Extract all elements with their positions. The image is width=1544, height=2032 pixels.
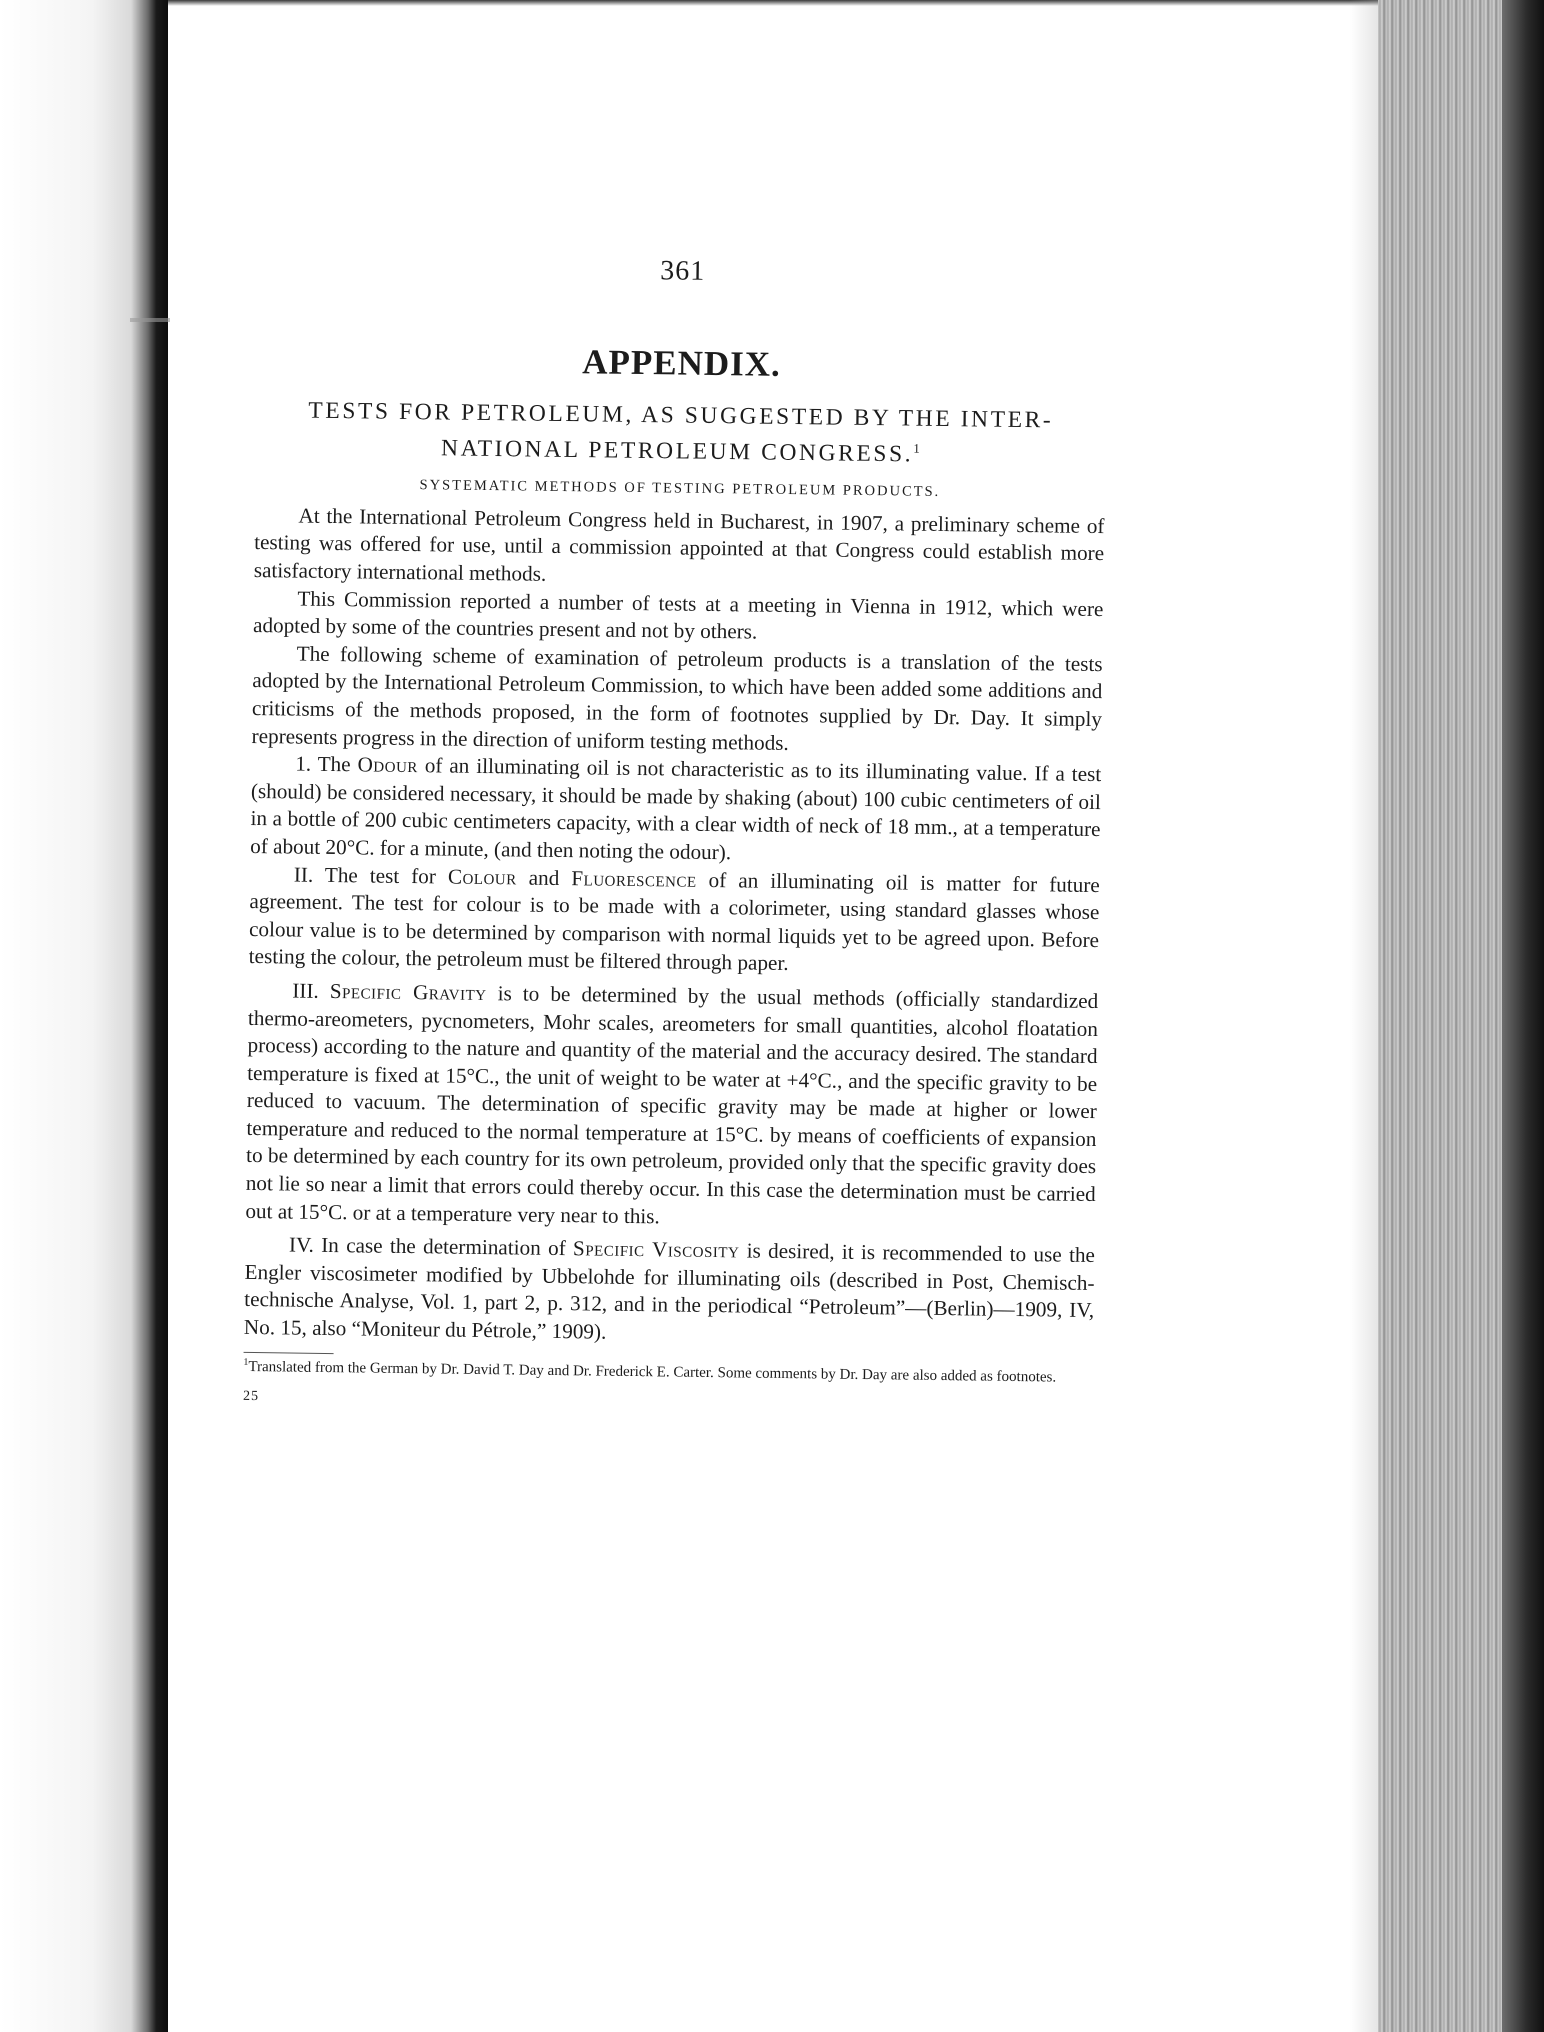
appendix-title: APPENDIX. [582, 342, 782, 384]
main-heading-line-2-text: NATIONAL PETROLEUM CONGRESS. [440, 435, 914, 468]
footnote-divider [244, 1352, 334, 1354]
paragraph-odour-lead: 1. The [295, 751, 358, 777]
section-subheading: SYSTEMATIC METHODS OF TESTING PETROLEUM PRODUCTS. [419, 476, 941, 500]
body-text [244, 502, 1105, 1353]
paragraph-specific-viscosity [244, 1231, 1095, 1352]
paragraph-specific-gravity [245, 977, 1098, 1236]
paragraph-odour [250, 750, 1101, 871]
printer-signature-mark: 25 [242, 1388, 260, 1404]
footnote-mark: 1 [243, 1356, 249, 1368]
paragraph-gravity-body: is to be determined by the usual methods (officially standardized thermo-areometers, pycnometers, Mohr scales, areometers for small quantities, alcohol floatation process) according to the nature and quantity of the material and the accuracy desired. The standard temperature is fixed at 15°C., the unit of weight to be water at +4°C., and the specific gravity to be reduced to vacuum. The determination of specific gravity may be made at higher or lower temperature and reduced to the normal temperature at 15°C. by means of coefficients of expansion to be determined by each country for its own petroleum, provided only that the specific gravity does not lie so near a limit that errors could thereby occur. In this case the determination must be carried out at 15°C. or at a temperature very near to this. [245, 980, 1099, 1229]
paragraph-colour-lead: II. The test for [293, 862, 449, 889]
top-edge-shadow [168, 0, 1378, 6]
heading-footnote-mark: 1 [913, 440, 920, 456]
term-fluorescence: Fluorescence [571, 865, 697, 892]
book-page-edges-right [1378, 0, 1544, 2032]
paragraph-2: This Commission reported a number of tests at a meeting in Vienna in 1912, which were adopted by some of the countries present and not by others. [252, 586, 1104, 644]
term-odour: Odour [357, 752, 419, 778]
footnote [243, 1355, 1093, 1386]
paragraph-colour [249, 860, 1100, 981]
paragraph-viscosity-body: is desired, it is recommended to use the Engler viscosimeter modified by Ubbelohde for illuminating oils (described in Post, Chemisch-technische Analyse, Vol. 1, part 2, p. 312, and in the periodical “Petroleum”—(Berlin)—1909, IV, No. 15, also “Moniteur du Pétrole,” 1909). [243, 1238, 1096, 1344]
term-colour: Colour [447, 864, 517, 889]
page-number: 361 [660, 255, 706, 287]
term-specific-viscosity: Specific Viscosity [572, 1236, 740, 1263]
paragraph-viscosity-lead: IV. In case the determination of [288, 1232, 574, 1261]
paragraph-colour-body: of an illuminating oil is matter for future agreement. The test for colour is to be made with a colorimeter, using standard glasses whose colour value is to be determined by comparison with normal liquids yet to be agreed upon. Before testing the colour, the petroleum must be filtered through paper. [248, 867, 1100, 976]
paragraph-gravity-lead: III. [292, 978, 331, 1003]
book-binding-left [0, 0, 168, 2032]
footnote-text: Translated from the German by Dr. David T. Day and Dr. Frederick E. Carter. Some comments by Dr. Day are also added as footnotes. [248, 1358, 1057, 1386]
term-specific-gravity: Specific Gravity [329, 978, 487, 1005]
book-page [243, 250, 1108, 1416]
paragraph-colour-and: and [516, 864, 572, 890]
main-heading-line-1: TESTS FOR PETROLEUM, AS SUGGESTED BY THE INTER- [308, 397, 1054, 434]
main-heading [255, 396, 1106, 472]
binding-mark [130, 318, 170, 322]
paragraph-3: The following scheme of examination of petroleum products is a translation of the tests adopted by the International Petroleum Commission, to which have been added some additions and criticisms of the methods proposed, in the form of footnotes supplied by Dr. Day. It simply represents progress in the direction of uniform testing methods. [251, 641, 1103, 755]
paragraph-odour-body: of an illuminating oil is not characteristic as to its illuminating value. If a test (should) be considered necessary, it should be made by shaking (about) 100 cubic centimeters of oil in a bottle of 200 cubic centimeters capacity, with a clear width of neck of 18 mm., at a temperature of about 20°C. for a minute, (and then noting the odour). [250, 753, 1102, 865]
paragraph-1: At the International Petroleum Congress held in Bucharest, in 1907, a preliminary scheme of testing was offered for use, until a commission appointed at that Congress could establish more satisfactory international methods. [253, 503, 1105, 586]
